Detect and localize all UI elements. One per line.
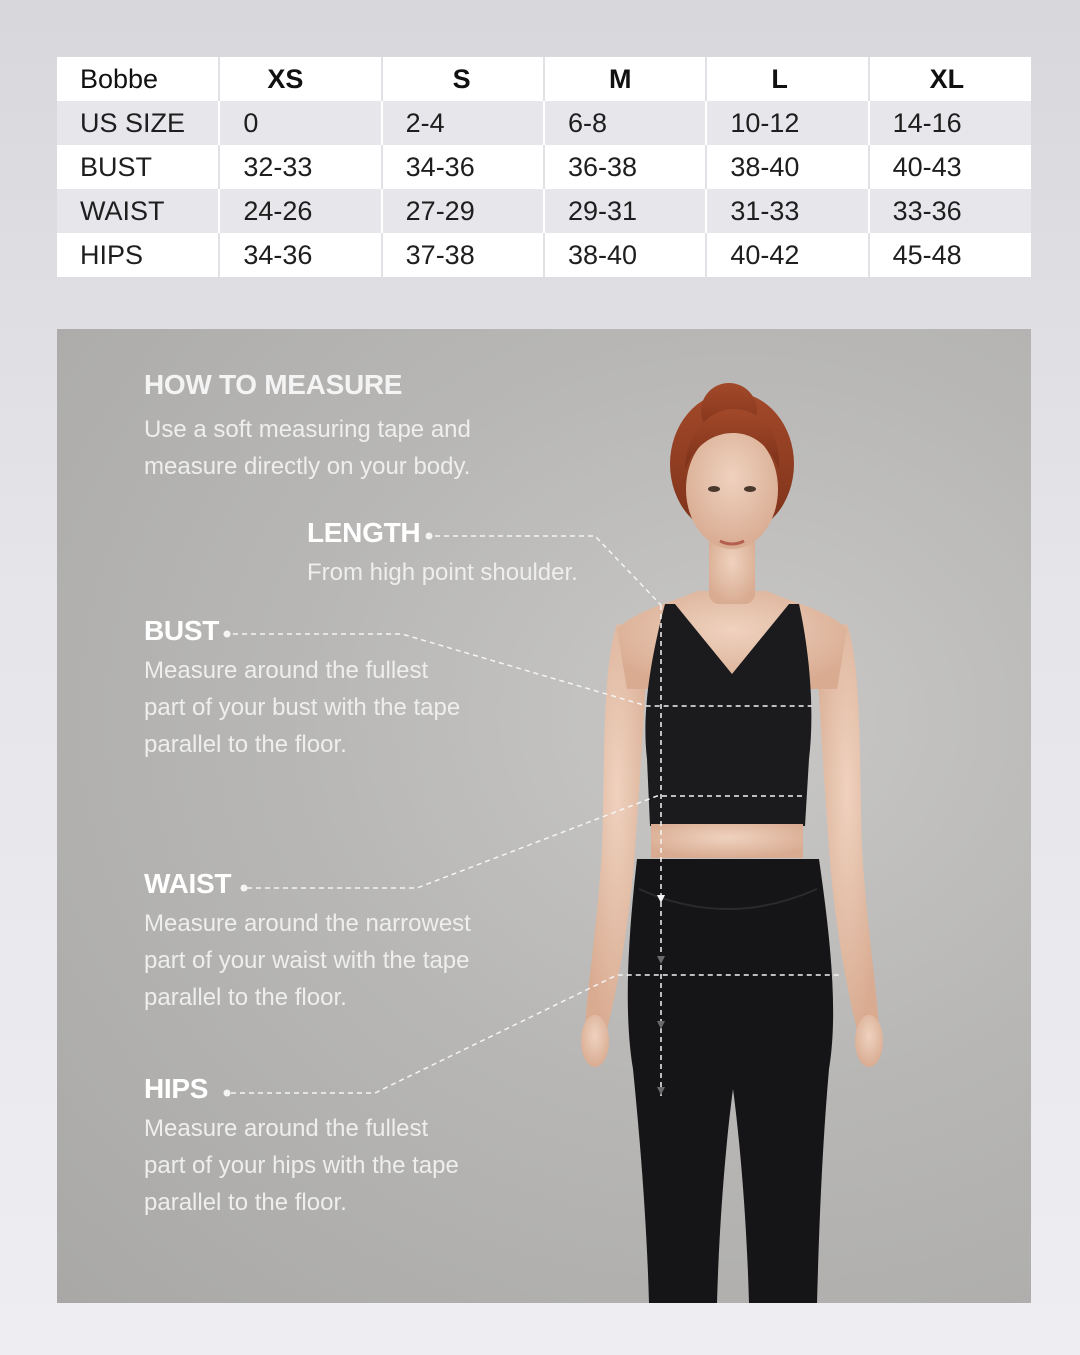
row-label: US SIZE (57, 101, 219, 145)
intro-line: measure directly on your body. (144, 453, 471, 480)
intro-line: Use a soft measuring tape and (144, 416, 471, 443)
table-cell: 38-40 (544, 233, 706, 277)
table-row-bust (57, 145, 1031, 189)
table-row-waist (57, 189, 1031, 233)
right-hand (855, 1015, 883, 1067)
bust-label: BUST (144, 615, 220, 646)
length-description (307, 554, 578, 591)
description-line: parallel to the floor. (144, 731, 347, 758)
table-cell: 45-48 (869, 233, 1031, 277)
description-line: part of your bust with the tape (144, 694, 461, 721)
table-row-us-size (57, 101, 1031, 145)
description-line: Measure around the fullest (144, 1115, 429, 1142)
how-to-measure-panel (57, 329, 1031, 1303)
description-line: From high point shoulder. (307, 559, 578, 586)
table-header-row (57, 57, 1031, 101)
waist-label: WAIST (144, 868, 232, 899)
midriff (651, 824, 803, 858)
table-cell: 29-31 (544, 189, 706, 233)
left-hand (581, 1015, 609, 1067)
table-cell: 34-36 (219, 233, 381, 277)
table-row-hips (57, 233, 1031, 277)
table-cell: 38-40 (706, 145, 868, 189)
table-cell: 27-29 (382, 189, 544, 233)
face (686, 429, 778, 549)
table-cell: 10-12 (706, 101, 868, 145)
row-label: HIPS (57, 233, 219, 277)
description-line: part of your waist with the tape (144, 947, 470, 974)
row-label: WAIST (57, 189, 219, 233)
table-cell: 2-4 (382, 101, 544, 145)
size-header-xl: XL (869, 57, 1031, 101)
waist-description (144, 905, 471, 1016)
waist-dot (241, 885, 248, 892)
table-cell: 40-42 (706, 233, 868, 277)
how-to-measure-intro (144, 411, 471, 485)
hips-dot (224, 1090, 231, 1097)
table-cell: 0 (219, 101, 381, 145)
left-eye (708, 486, 720, 492)
hips-description (144, 1110, 459, 1221)
leggings (628, 859, 833, 1303)
length-dot (426, 533, 433, 540)
table-cell: 36-38 (544, 145, 706, 189)
table-cell: 6-8 (544, 101, 706, 145)
length-label: LENGTH (307, 517, 421, 548)
table-cell: 32-33 (219, 145, 381, 189)
size-header-xs: XS (219, 57, 381, 101)
bust-description (144, 652, 460, 763)
table-cell: 31-33 (706, 189, 868, 233)
brand-label: Bobbe (57, 57, 219, 101)
table-cell: 14-16 (869, 101, 1031, 145)
how-to-measure-title: HOW TO MEASURE (144, 369, 403, 400)
table-cell: 33-36 (869, 189, 1031, 233)
right-eye (744, 486, 756, 492)
size-header-l: L (706, 57, 868, 101)
table-cell: 24-26 (219, 189, 381, 233)
size-chart-table (57, 57, 1031, 277)
description-line: parallel to the floor. (144, 984, 347, 1011)
row-label: BUST (57, 145, 219, 189)
description-line: parallel to the floor. (144, 1189, 347, 1216)
description-line: Measure around the narrowest (144, 910, 471, 937)
table-cell: 40-43 (869, 145, 1031, 189)
description-line: part of your hips with the tape (144, 1152, 459, 1179)
description-line: Measure around the fullest (144, 657, 429, 684)
bust-dot (224, 631, 231, 638)
hips-label: HIPS (144, 1073, 209, 1104)
table-cell: 34-36 (382, 145, 544, 189)
size-header-s: S (382, 57, 544, 101)
size-header-m: M (544, 57, 706, 101)
table-cell: 37-38 (382, 233, 544, 277)
